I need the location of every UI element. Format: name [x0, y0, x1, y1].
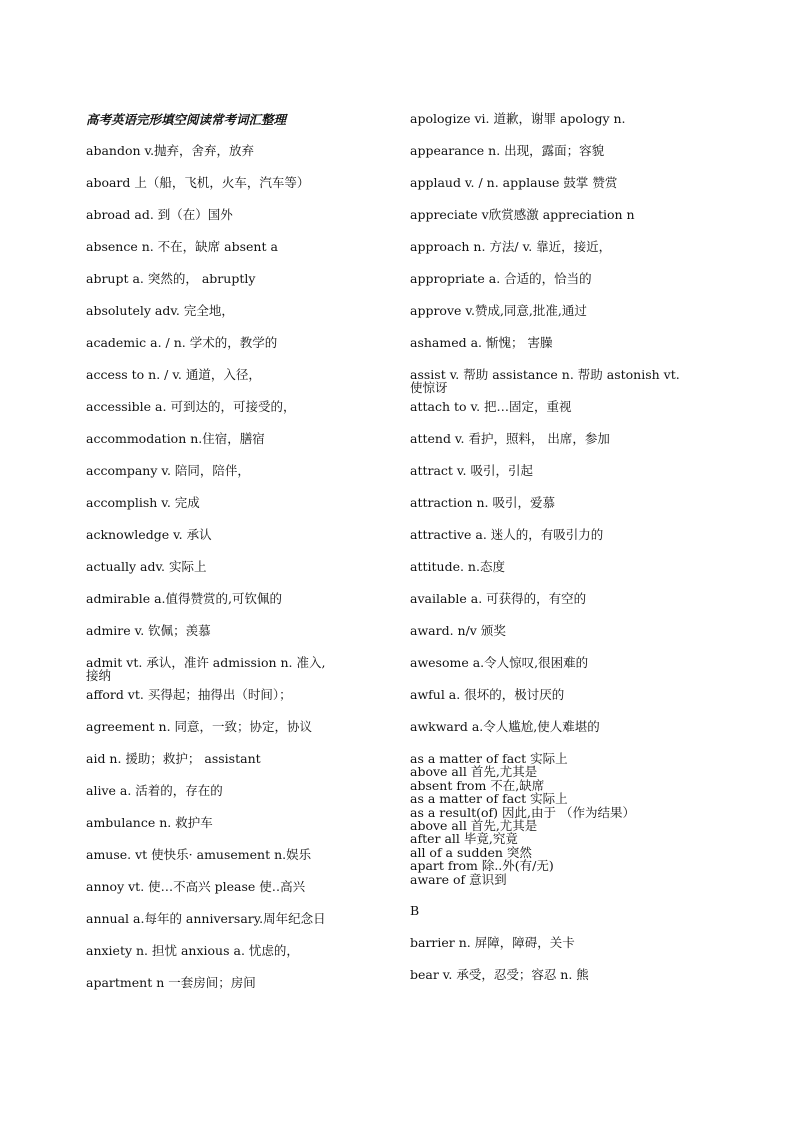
vocab-entry: abrupt a. 突然的， abruptly: [86, 271, 256, 286]
vocab-entry: anxiety n. 担忧 anxious a. 忧虑的，: [86, 943, 299, 958]
vocab-entry: available a. 可获得的，有空的: [410, 591, 587, 606]
document-title: 高考英语完形填空阅读常考词汇整理: [86, 112, 287, 127]
vocab-entry: apartment n 一套房间；房间: [86, 975, 256, 990]
vocab-entry: annual a.每年的 anniversary.周年纪念日: [86, 911, 326, 926]
right-column: [410, 112, 710, 1000]
vocab-entry: appearance n. 出现，露面；容貌: [410, 143, 605, 158]
vocab-entry: attraction n. 吸引，爱慕: [410, 495, 555, 510]
vocab-entry: aid n. 援助；救护； assistant: [86, 751, 261, 766]
vocab-entry: approach n. 方法/ v. 靠近，接近，: [410, 239, 612, 254]
vocab-entry: accommodation n.住宿，膳宿: [86, 431, 265, 446]
vocab-entry: academic a. / n. 学术的，教学的: [86, 335, 278, 350]
vocab-entry: barrier n. 屏障，障碍，关卡: [410, 934, 575, 950]
vocab-entry: absence n. 不在，缺席 absent a: [86, 239, 278, 254]
vocab-entry: ashamed a. 惭愧； 害臊: [410, 335, 553, 350]
vocab-entry: awkward a.令人尴尬,使人难堪的: [410, 719, 600, 734]
phrase-item: all of a sudden 突然: [410, 844, 532, 860]
phrase-item: apart from 除..外(有/无): [410, 858, 554, 874]
vocab-entry: admirable a.值得赞赏的,可钦佩的: [86, 591, 283, 606]
phrase-item: as a result(of) 因此,由于 （作为结果）: [410, 804, 635, 820]
vocab-entry: admit vt. 承认，准许 admission n. 准入, 接纳: [86, 655, 326, 683]
vocab-entry: accompany v. 陪同，陪伴，: [86, 463, 250, 478]
vocab-entry: absolutely adv. 完全地，: [86, 303, 234, 318]
vocab-entry: annoy vt. 使…不高兴 please 使‥高兴: [86, 879, 306, 894]
phrase-item: after all 毕竟,究竟: [410, 831, 518, 847]
section-heading-b: B: [410, 902, 420, 918]
phrase-item: aware of 意识到: [410, 871, 507, 887]
vocab-entry: accessible a. 可到达的，可接受的，: [86, 399, 296, 414]
vocab-entry: aboard 上（船，飞机，火车，汽车等）: [86, 175, 310, 190]
vocab-entry: attractive a. 迷人的，有吸引力的: [410, 527, 604, 542]
phrase-item: as a matter of fact 实际上: [410, 791, 568, 807]
vocab-entry: apologize vi. 道歉，谢罪 apology n.: [410, 111, 626, 126]
vocab-entry: appropriate a. 合适的，恰当的: [410, 271, 592, 286]
vocab-entry: bear v. 承受，忍受；容忍 n. 熊: [410, 966, 589, 982]
vocab-entry: attract v. 吸引，引起: [410, 463, 533, 478]
vocab-entry: approve v.赞成,同意,批准,通过: [410, 303, 587, 318]
vocab-entry: award. n/v 颁奖: [410, 623, 506, 638]
phrase-list: [410, 752, 710, 886]
vocab-entry: abroad ad. 到（在）国外: [86, 207, 233, 222]
vocab-entry: actually adv. 实际上: [86, 559, 207, 574]
vocab-entry: acknowledge v. 承认: [86, 527, 212, 542]
vocab-entry: awful a. 很坏的，极讨厌的: [410, 687, 565, 702]
vocab-entry: attach to v. 把…固定，重视: [410, 399, 572, 414]
phrase-item: as a matter of fact 实际上: [410, 751, 568, 766]
left-column: [86, 112, 396, 1008]
vocab-entry: abandon v.抛弃，舍弃，放弃: [86, 143, 255, 158]
vocab-entry: afford vt. 买得起；抽得出（时间）；: [86, 687, 292, 702]
phrase-item: above all 首先,尤其是: [410, 817, 538, 833]
vocab-entry: ambulance n. 救护车: [86, 815, 213, 830]
phrase-item: above all 首先,尤其是: [410, 764, 538, 780]
vocab-entry: accomplish v. 完成: [86, 495, 200, 510]
vocab-entry: amuse. vt 使快乐· amusement n.娱乐: [86, 847, 312, 862]
phrase-item: absent from 不在,缺席: [410, 777, 545, 793]
vocab-entry: applaud v. / n. applause 鼓掌 赞赏: [410, 175, 618, 190]
vocab-entry: appreciate v欣赏感激 appreciation n: [410, 207, 635, 222]
vocab-entry: awesome a.令人惊叹,很困难的: [410, 655, 589, 670]
vocab-entry: attend v. 看护，照料， 出席，参加: [410, 431, 610, 446]
vocab-entry: attitude. n.态度: [410, 559, 505, 574]
vocab-entry: agreement n. 同意，一致；协定，协议: [86, 719, 313, 734]
vocab-entry: alive a. 活着的，存在的: [86, 783, 223, 798]
vocab-entry: access to n. / v. 通道，入径，: [86, 367, 261, 382]
vocab-entry: admire v. 钦佩；羡慕: [86, 623, 211, 638]
vocab-entry: assist v. 帮助 assistance n. 帮助 astonish vt. 使惊讶: [410, 367, 680, 395]
